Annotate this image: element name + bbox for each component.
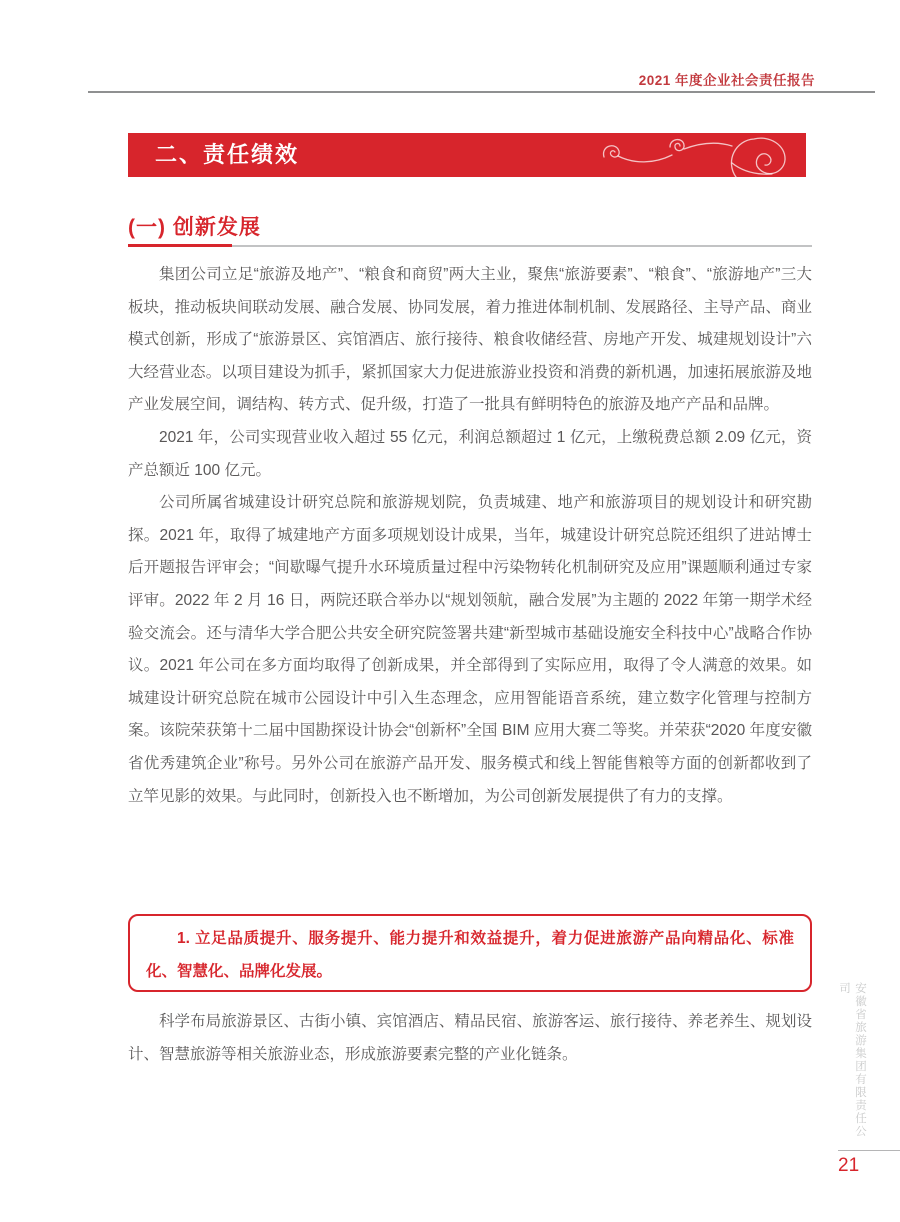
highlight-box <box>128 914 812 992</box>
running-header-title: 2021 年度企业社会责任报告 <box>638 73 815 88</box>
body-text <box>128 259 812 813</box>
underline-red-segment <box>128 244 232 247</box>
header-divider <box>88 91 875 93</box>
chapter-banner <box>128 133 806 177</box>
paragraph-closing: 科学布局旅游景区、古街小镇、宾馆酒店、精品民宿、旅游客运、旅行接待、养老养生、规划设计、智慧旅游等相关旅游业态，形成旅游要素完整的产业化链条。 <box>128 1013 812 1063</box>
paragraph-innovation: 公司所属省城建设计研究总院和旅游规划院，负责城建、地产和旅游项目的规划设计和研究勘探。2021 年，取得了城建地产方面多项规划设计成果，当年，城建设计研究总院还组织了进站博士后开题报告评审会；“间歇曝气提升水环境质量过程中污染物转化机制研究及应用”课题顺利通过专家评审。2022 年 2 月 16 日，两院还联合举办以“规划领航，融合发展”为主题的 2022 年第一期学术经验交流会。还与清华大学合肥公共安全研究院签署共建“新型城市基础设施安全科技中心”战略合作协议。2021 年公司在多方面均取得了创新成果，并全部得到了实际应用，取得了令人满意的效果。如城建设计研究总院在城市公园设计中引入生态理念，应用智能语音系统，建立数字化管理与控制方案。该院荣获第十二届中国勘探设计协会“创新杯”全国 BIM 应用大赛二等奖。并荣获“2020 年度安徽省优秀建筑企业”称号。另外公司在旅游产品开发、服务模式和线上智能售粮等方面的创新都收到了立竿见影的效果。与此同时，创新投入也不断增加，为公司创新发展提供了有力的支撑。 <box>128 494 812 805</box>
company-name-vertical: 安徽省旅游集团有限责任公司 <box>838 982 866 1138</box>
section-heading-underline <box>128 244 812 247</box>
section-heading: (一) 创新发展 <box>128 216 261 239</box>
chapter-banner-title: 二、责任绩效 <box>155 142 300 167</box>
underline-gray-segment <box>232 245 812 247</box>
paragraph-financials: 2021 年，公司实现营业收入超过 55 亿元，利润总额超过 1 亿元，上缴税费总额 2.09 亿元，资产总额近 100 亿元。 <box>128 428 812 479</box>
footer-divider <box>838 1150 900 1151</box>
page-number: 21 <box>838 1155 860 1176</box>
cloud-decoration-icon <box>596 133 806 177</box>
highlight-box-text: 1. 立足品质提升、服务提升、能力提升和效益提升，着力促进旅游产品向精品化、标准化、智慧化、品牌化发展。 <box>146 930 794 980</box>
paragraph-overview: 集团公司立足“旅游及地产”、“粮食和商贸”两大主业，聚焦“旅游要素”、“粮食”、“旅游地产”三大板块，推动板块间联动发展、融合发展、协同发展，着力推进体制机制、发展路径、主导产品、商业模式创新，形成了“旅游景区、宾馆酒店、旅行接待、粮食收储经营、房地产开发、城建规划设计”六大经营业态。以项目建设为抓手，紧抓国家大力促进旅游业投资和消费的新机遇，加速拓展旅游及地产业发展空间，调结构、转方式、促升级，打造了一批具有鲜明特色的旅游及地产产品和品牌。 <box>128 266 812 414</box>
